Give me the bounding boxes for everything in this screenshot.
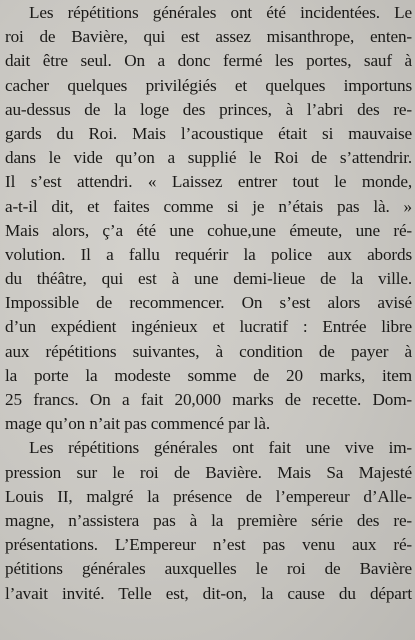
text-line: magne, n’assistera pas à la première série des re- xyxy=(5,510,412,530)
text-line: pression sur le roi de Bavière. Mais Sa Majesté xyxy=(5,462,412,482)
text-line: volution. Il a fallu requérir la police aux abords xyxy=(5,244,412,264)
text-line: aux répétitions suivantes, à condition de payer à xyxy=(5,341,412,361)
text-line: Louis II, malgré la présence de l’empereur d’Alle- xyxy=(5,486,412,506)
paragraph-1 xyxy=(5,0,412,436)
text-line: dait être seul. On a donc fermé les portes, sauf à xyxy=(5,51,412,71)
text-line: cacher quelques privilégiés et quelques importuns xyxy=(5,75,412,95)
text-line: présentations. L’Empereur n’est pas venu aux ré- xyxy=(5,535,412,555)
text-line: Les répétitions générales ont fait une vive im- xyxy=(29,438,412,458)
text-line: 25 francs. On a fait 20,000 marks de recette. Dom- xyxy=(5,390,412,409)
text-line: au-dessus de la loge des princes, à l’abri des re- xyxy=(5,99,412,119)
text-line: roi de Bavière, qui est assez misanthrope, enten- xyxy=(5,27,412,47)
text-line: mage qu’on n’ait pas commencé par là. xyxy=(5,414,271,434)
text-line: d’un expédient ingénieux et lucratif : Entrée libre xyxy=(5,317,412,337)
text-line: pétitions générales auxquelles le roi de Bavière xyxy=(5,559,412,579)
text-line: Les répétitions générales ont été incidentées. Le xyxy=(29,3,412,22)
text-line: la porte la modeste somme de 20 marks, item xyxy=(5,365,412,385)
text-line: Impossible de recommencer. On s’est alors avisé xyxy=(5,293,412,313)
text-line: du théâtre, qui est à une demi-lieue de la ville. xyxy=(5,269,412,289)
text-line: gards du Roi. Mais l’acoustique était si mauvaise xyxy=(5,123,412,143)
text-line: a-t-il dit, et faites comme si je n’étais pas là. » xyxy=(5,196,412,216)
text-line: dans le vide qu’on a supplié le Roi de s’attendrir. xyxy=(5,148,412,168)
paragraph-2 xyxy=(5,436,412,605)
text-line: Il s’est attendri. « Laissez entrer tout le monde, xyxy=(5,172,412,192)
text-line: l’avait invité. Telle est, dit-on, la cause du départ xyxy=(5,583,412,603)
text-line: Mais alors, ç’a été une cohue,une émeute, une ré- xyxy=(5,220,412,240)
